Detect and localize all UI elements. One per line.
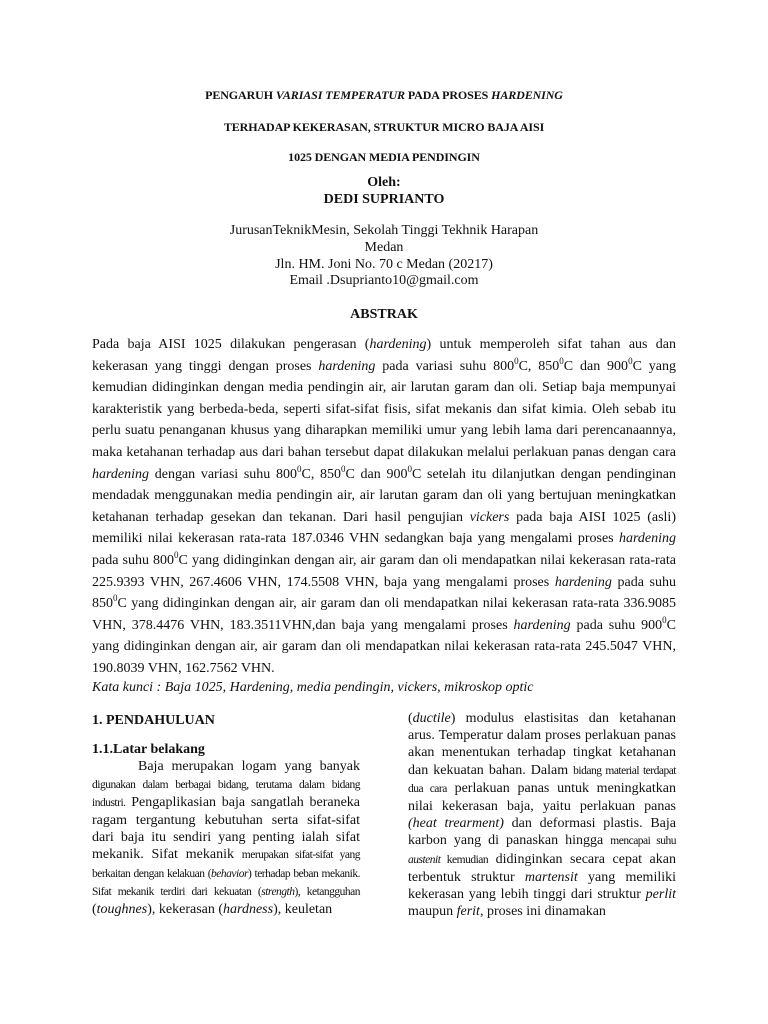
author-email: Email .Dsuprianto10@gmail.com <box>289 273 479 288</box>
author-address: Jln. HM. Joni No. 70 c Medan (20217) <box>275 257 493 272</box>
section-heading: 1. PENDAHULUAN <box>92 713 215 728</box>
right-paragraph: (ductile) modulus elastisitas dan ketahanan arus. Temperatur dalam proses perlakuan panas akan menentukan terhadap tingkat ketahanan dan kekuatan bahan. Dalam bidang material terdapat dua cara perlakuan panas untuk meningkatkan nilai kekerasan baja, yaitu perlakuan panas (heat trearment) dan deformasi plastis. Baja karbon yang di panaskan hingga mencapai suhu austenit kemudian didinginkan secara cepat akan terbentuk struktur martensit yang memiliki kekerasan yang lebih tinggi dari struktur perlit maupun ferit, proses ini dinamakan <box>408 711 677 920</box>
title-line-1: PENGARUH VARIASI TEMPERATUR PADA PROSES HARDENING <box>205 88 563 102</box>
intro-paragraph: Baja merupakan logam yang banyak digunakan dalam berbagai bidang, terutama dalam bidang industri. Pengaplikasian baja sangatlah beraneka ragam tergantung kebutuhan serta sifat-sifat dari baja itu sendiri yang penting ialah sifat mekanik. Sifat mekanik merupakan sifat-sifat yang berkaitan dengan kelakuan (behavior) terhadap beban mekanik. Sifat mekanik terdiri dari kekuatan (strength), ketangguhan (toughnes), kekerasan (hardness), keuletan <box>92 759 360 918</box>
subsection-heading: 1.1.Latar belakang <box>92 742 205 758</box>
affiliation-line-2: Medan <box>364 240 404 255</box>
author-oleh: Oleh: <box>367 175 401 190</box>
title-line-3: 1025 DENGAN MEDIA PENDINGIN <box>288 150 480 164</box>
title-line-2: TERHADAP KEKERASAN, STRUKTUR MICRO BAJA AISI <box>223 120 545 134</box>
abstract-heading: ABSTRAK <box>350 307 418 322</box>
right-column <box>408 710 676 920</box>
author-name: DEDI SUPRIANTO <box>323 192 445 207</box>
left-column <box>92 712 360 918</box>
abstract-body: Pada baja AISI 1025 dilakukan pengerasan (hardening) untuk memperoleh sifat tahan aus dan kekerasan yang tinggi dengan proses hardening pada variasi suhu $800^0C$, $850^0C$ dan $900^0C$ yang kemudian didinginkan dengan media pendingin air, air larutan garam dan oli. Setiap baja mempunyai karakteristik yang berbeda-beda, seperti sifat-sifat fisis, sifat mekanis dan sifat kimia. Oleh sebab itu perlu suatu penanganan khusus yang diharapkan memiliki umur yang lebih lama dari perencanaannya, maka ketahanan terhadap aus dari bahan tersebut dapat dilakukan melalui perlakuan panas dengan cara hardening dengan variasi suhu $800^0C$, $850^0C$ dan $900^0C$ setelah itu dilanjutkan dengan pendinginan mendadak menggunakan media pendingin air, air larutan garam dan oli yang bertujuan meningkatkan ketahanan terhadap gesekan dan tekanan. Dari hasil pengujian vickers pada baja AISI 1025 (asli) memiliki nilai kekerasan rata-rata 187.0346 VHN sedangkan baja yang mengalami proses hardening pada suhu $800^0C$ yang didinginkan dengan air, air garam dan oli mendapatkan nilai kekerasan rata-rata 225.9393 VHN, 267.4606 VHN, 174.5508 VHN, baja yang mengalami proses hardening pada suhu $850^0C$ yang didinginkan dengan air, air garam dan oli mendapatkan nilai kekerasan rata-rata 336.9085 VHN, 378.4476 VHN, 183.3511VHN,dan baja yang mengalami proses hardening pada suhu $900^0C$ yang didinginkan dengan air, air garam dan oli mendapatkan nilai kekerasan rata-rata 245.5047 VHN, 190.8039 VHN, 162.7562 VHN. <box>92 337 677 676</box>
keywords: Kata kunci : Baja 1025, Hardening, media pendingin, vickers, mikroskop optic <box>92 680 534 695</box>
affiliation-line-1: JurusanTeknikMesin, Sekolah Tinggi Tekhnik Harapan <box>229 223 539 238</box>
